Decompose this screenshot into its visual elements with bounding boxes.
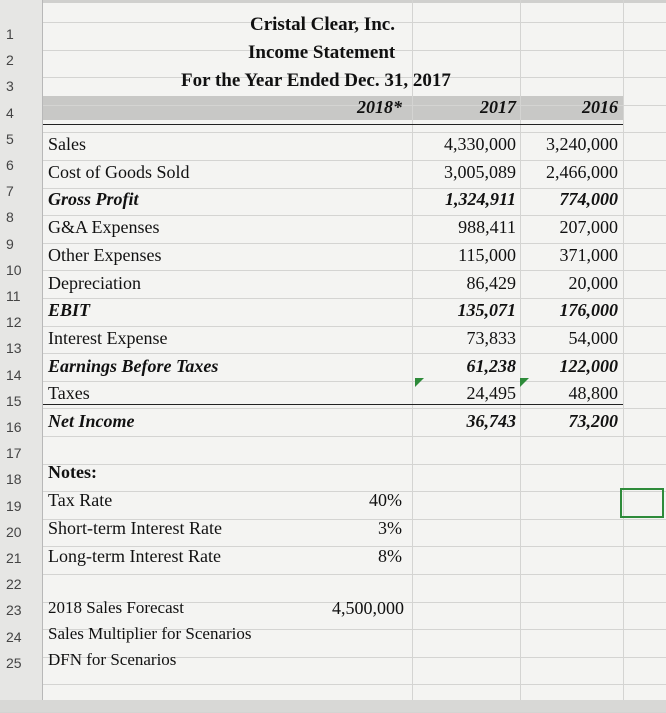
row-number[interactable]: 6 [6, 157, 14, 173]
row-label[interactable]: Gross Profit [48, 189, 139, 209]
top-border [0, 0, 666, 3]
col-header-2018[interactable]: 2018* [357, 97, 402, 117]
grid-row-line [0, 215, 666, 216]
note-label-long-term-rate[interactable]: Long-term Interest Rate [48, 546, 221, 566]
row-number[interactable]: 4 [6, 104, 14, 121]
row-label[interactable]: Earnings Before Taxes [48, 356, 219, 376]
row-number[interactable]: 8 [6, 209, 14, 226]
value-2016[interactable]: 371,000 [559, 245, 618, 265]
grid-row-line [0, 684, 666, 685]
row-label[interactable]: Other Expenses [48, 245, 162, 265]
grid-row-line [0, 270, 666, 271]
note-value-tax-rate[interactable]: 40% [369, 490, 402, 510]
row-number[interactable]: 7 [6, 183, 14, 200]
value-2017[interactable]: 36,743 [466, 411, 516, 431]
note-value-long-term-rate[interactable]: 8% [378, 546, 402, 566]
header-underline [43, 124, 623, 125]
period-title[interactable]: For the Year Ended Dec. 31, 2017 [181, 70, 451, 91]
row-number[interactable]: 21 [6, 550, 22, 566]
value-2017[interactable]: 115,000 [458, 245, 516, 265]
row-label[interactable]: Cost of Goods Sold [48, 162, 190, 182]
total-underline [43, 404, 623, 405]
col-header-2017[interactable]: 2017 [480, 97, 516, 117]
row-number[interactable]: 25 [6, 654, 22, 671]
selected-cell[interactable] [620, 488, 664, 518]
sales-forecast-value[interactable]: 4,500,000 [332, 598, 404, 618]
row-label[interactable]: Depreciation [48, 273, 141, 293]
row-number[interactable]: 15 [6, 392, 22, 409]
value-2016[interactable]: 54,000 [568, 328, 618, 348]
value-2017[interactable]: 4,330,000 [444, 134, 516, 154]
row-number[interactable]: 1 [6, 26, 14, 42]
grid-row-line [0, 464, 666, 465]
value-2017[interactable]: 988,411 [458, 217, 516, 237]
note-value-short-term-rate[interactable]: 3% [378, 518, 402, 538]
row-number[interactable]: 2 [6, 52, 14, 69]
sales-forecast-label[interactable]: 2018 Sales Forecast [48, 598, 184, 617]
value-2017[interactable]: 73,833 [466, 328, 516, 348]
value-2017[interactable]: 86,429 [466, 273, 516, 293]
value-2016[interactable]: 3,240,000 [546, 134, 618, 154]
value-2016[interactable]: 48,800 [568, 383, 618, 403]
value-2017[interactable]: 61,238 [466, 356, 516, 376]
grid-row-line [0, 353, 666, 354]
value-2017[interactable]: 24,495 [466, 383, 516, 403]
grid-row-line [0, 243, 666, 244]
row-number[interactable]: 9 [6, 235, 14, 252]
col-header-2016[interactable]: 2016 [582, 97, 618, 117]
grid-row-line [0, 326, 666, 327]
row-label[interactable]: Net Income [48, 411, 135, 431]
row-number[interactable]: 22 [6, 576, 22, 593]
grid-row-line [0, 381, 666, 382]
statement-title[interactable]: Income Statement [248, 42, 396, 63]
row-label[interactable]: EBIT [48, 300, 91, 320]
grid-row-line [0, 160, 666, 161]
note-label-short-term-rate[interactable]: Short-term Interest Rate [48, 518, 222, 538]
grid-row-line [0, 408, 666, 409]
value-2017[interactable]: 1,324,911 [444, 189, 516, 209]
grid-row-line [0, 574, 666, 575]
cell-error-indicator [520, 378, 529, 387]
sales-multiplier-label[interactable]: Sales Multiplier for Scenarios [48, 624, 252, 643]
row-label[interactable]: Taxes [48, 383, 90, 403]
value-2016[interactable]: 122,000 [559, 356, 618, 376]
dfn-label[interactable]: DFN for Scenarios [48, 650, 177, 669]
row-label[interactable]: Sales [48, 134, 86, 154]
row-number[interactable]: 11 [6, 288, 21, 304]
row-label[interactable]: Interest Expense [48, 328, 168, 348]
row-number[interactable]: 23 [6, 602, 22, 619]
row-number[interactable]: 17 [6, 445, 22, 462]
row-number[interactable]: 5 [6, 130, 14, 147]
value-2016[interactable]: 73,200 [568, 411, 618, 431]
row-number[interactable]: 12 [6, 314, 22, 331]
value-2016[interactable]: 774,000 [559, 189, 618, 209]
notes-title[interactable]: Notes: [48, 462, 97, 482]
grid-row-line [0, 298, 666, 299]
row-number[interactable]: 16 [6, 419, 22, 435]
row-number[interactable]: 14 [6, 366, 22, 383]
row-number[interactable]: 19 [6, 497, 22, 514]
value-2016[interactable]: 2,466,000 [546, 162, 618, 182]
cell-error-indicator [415, 378, 424, 387]
grid-row-line [0, 436, 666, 437]
company-name[interactable]: Cristal Clear, Inc. [250, 14, 395, 35]
value-2016[interactable]: 176,000 [559, 300, 618, 320]
grid-row-line [0, 132, 666, 133]
value-2017[interactable]: 3,005,089 [444, 162, 516, 182]
row-number[interactable]: 10 [6, 261, 22, 278]
value-2017[interactable]: 135,071 [457, 300, 516, 320]
note-label-tax-rate[interactable]: Tax Rate [48, 490, 113, 510]
row-number[interactable]: 24 [6, 628, 22, 645]
value-2016[interactable]: 20,000 [568, 273, 618, 293]
value-2016[interactable]: 207,000 [559, 217, 618, 237]
row-number[interactable]: 3 [6, 78, 14, 95]
row-number[interactable]: 18 [6, 471, 22, 488]
grid-col-line [623, 0, 624, 700]
row-number[interactable]: 20 [6, 523, 22, 540]
grid-col-line [412, 0, 413, 700]
row-number[interactable]: 13 [6, 340, 22, 357]
row-label[interactable]: G&A Expenses [48, 217, 160, 237]
